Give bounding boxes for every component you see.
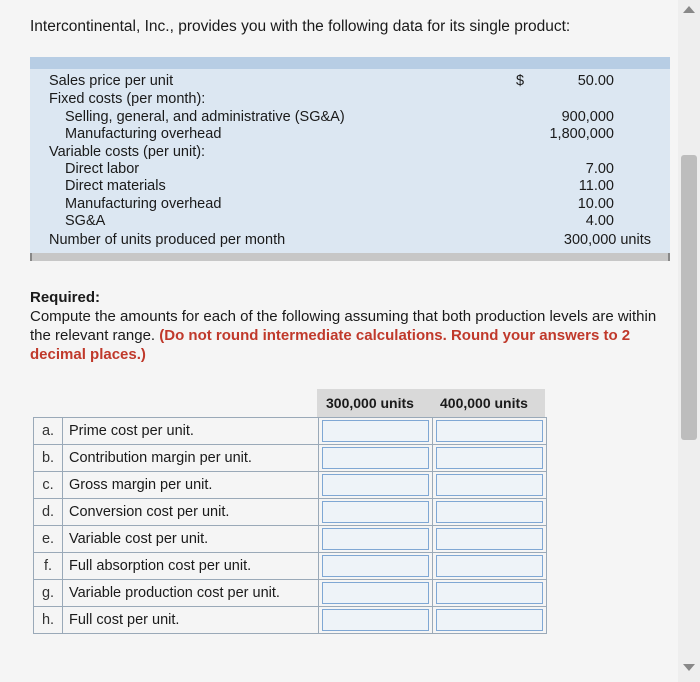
column-header-400000: 400,000 units xyxy=(440,395,528,411)
table-row xyxy=(34,553,547,580)
data-row xyxy=(30,195,670,213)
row-letter: h. xyxy=(34,607,63,634)
data-label: Direct materials xyxy=(65,178,166,194)
row-label: Contribution margin per unit. xyxy=(63,445,319,472)
row-letter: a. xyxy=(34,418,63,445)
scrollbar-thumb[interactable] xyxy=(681,155,697,440)
answer-input[interactable] xyxy=(322,555,429,577)
data-row xyxy=(30,108,670,126)
answer-cell-300000[interactable] xyxy=(319,499,433,526)
problem-title: Intercontinental, Inc., provides you with the following data for its single product: xyxy=(30,18,571,35)
row-letter: c. xyxy=(34,472,63,499)
data-label: SG&A xyxy=(65,213,106,229)
data-label: Selling, general, and administrative (SG&A) xyxy=(65,109,345,125)
data-label: Fixed costs (per month): xyxy=(49,91,206,107)
answer-cell-400000[interactable] xyxy=(433,499,547,526)
data-row xyxy=(30,212,670,230)
data-value: 300,000 units xyxy=(563,232,651,248)
row-label: Full absorption cost per unit. xyxy=(63,553,319,580)
answer-input[interactable] xyxy=(322,474,429,496)
row-letter: d. xyxy=(34,499,63,526)
answer-input[interactable] xyxy=(322,501,429,523)
data-label: Manufacturing overhead xyxy=(65,126,222,142)
table-row xyxy=(34,580,547,607)
row-label: Full cost per unit. xyxy=(63,607,319,634)
row-label: Variable production cost per unit. xyxy=(63,580,319,607)
answer-cell-400000[interactable] xyxy=(433,526,547,553)
table-row xyxy=(34,472,547,499)
currency-symbol: $ xyxy=(516,73,525,89)
scroll-up-arrow-icon[interactable] xyxy=(683,6,695,13)
table-row xyxy=(34,445,547,472)
answer-input[interactable] xyxy=(322,420,429,442)
row-label: Prime cost per unit. xyxy=(63,418,319,445)
data-label: Direct labor xyxy=(65,161,140,177)
answer-input[interactable] xyxy=(322,447,429,469)
answer-cell-400000[interactable] xyxy=(433,472,547,499)
required-text: Compute the amounts for each of the following assuming that both production levels are within the relevant range. xyxy=(30,308,657,344)
data-row xyxy=(30,143,670,161)
answer-table-header xyxy=(317,389,545,417)
table-row xyxy=(34,526,547,553)
answer-input[interactable] xyxy=(322,528,429,550)
data-value: 900,000 xyxy=(561,109,614,125)
answer-cell-300000[interactable] xyxy=(319,526,433,553)
answer-cell-400000[interactable] xyxy=(433,607,547,634)
answer-input[interactable] xyxy=(436,528,543,550)
data-row xyxy=(30,125,670,143)
data-row xyxy=(30,231,670,249)
answer-cell-400000[interactable] xyxy=(433,553,547,580)
data-row xyxy=(30,160,670,178)
data-row xyxy=(30,177,670,195)
answer-input[interactable] xyxy=(436,474,543,496)
table-row xyxy=(34,418,547,445)
data-row xyxy=(30,72,670,90)
data-value: 10.00 xyxy=(577,196,614,212)
answer-input[interactable] xyxy=(436,609,543,631)
answer-cell-400000[interactable] xyxy=(433,445,547,472)
data-value: 1,800,000 xyxy=(549,126,614,142)
answer-input[interactable] xyxy=(436,582,543,604)
data-label: Sales price per unit xyxy=(49,73,174,89)
data-label: Variable costs (per unit): xyxy=(49,144,206,160)
answer-cell-400000[interactable] xyxy=(433,580,547,607)
data-value: 4.00 xyxy=(585,213,614,229)
data-value: 11.00 xyxy=(578,178,614,194)
scroll-down-arrow-icon[interactable] xyxy=(683,664,695,671)
answer-cell-300000[interactable] xyxy=(319,445,433,472)
table-row xyxy=(34,499,547,526)
answer-cell-300000[interactable] xyxy=(319,607,433,634)
answer-input[interactable] xyxy=(322,582,429,604)
table-footer-bar xyxy=(30,253,670,261)
answer-input[interactable] xyxy=(436,501,543,523)
answer-cell-300000[interactable] xyxy=(319,418,433,445)
rounding-instruction: (Do not round intermediate calculations. Round your answers to 2 decimal places.) xyxy=(30,327,631,363)
row-letter: f. xyxy=(34,553,63,580)
data-table xyxy=(30,69,670,253)
answer-input[interactable] xyxy=(436,420,543,442)
data-value: 50.00 xyxy=(577,73,614,89)
data-label: Manufacturing overhead xyxy=(65,196,222,212)
answer-table xyxy=(33,417,547,634)
answer-input[interactable] xyxy=(436,447,543,469)
column-header-300000: 300,000 units xyxy=(326,395,414,411)
required-section xyxy=(30,288,670,364)
row-label: Gross margin per unit. xyxy=(63,472,319,499)
row-letter: b. xyxy=(34,445,63,472)
answer-cell-300000[interactable] xyxy=(319,580,433,607)
answer-input[interactable] xyxy=(322,609,429,631)
answer-cell-400000[interactable] xyxy=(433,418,547,445)
data-value: 7.00 xyxy=(585,161,614,177)
answer-cell-300000[interactable] xyxy=(319,553,433,580)
data-row xyxy=(30,90,670,108)
data-label: Number of units produced per month xyxy=(49,232,286,248)
required-heading: Required: xyxy=(30,289,101,306)
answer-input[interactable] xyxy=(436,555,543,577)
table-row xyxy=(34,607,547,634)
table-header-bar xyxy=(30,57,670,69)
row-letter: e. xyxy=(34,526,63,553)
row-letter: g. xyxy=(34,580,63,607)
answer-cell-300000[interactable] xyxy=(319,472,433,499)
row-label: Variable cost per unit. xyxy=(63,526,319,553)
row-label: Conversion cost per unit. xyxy=(63,499,319,526)
